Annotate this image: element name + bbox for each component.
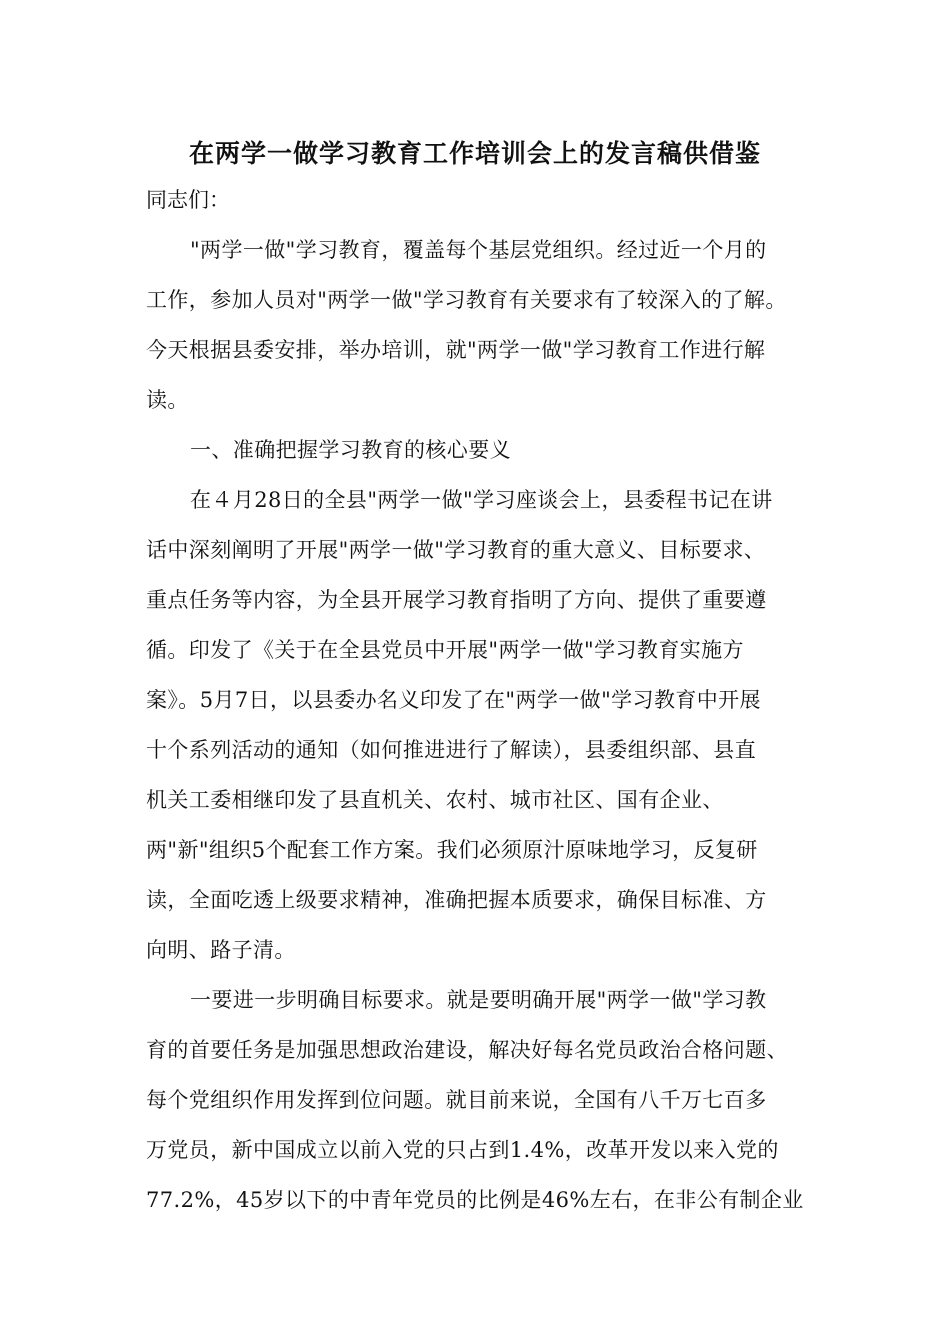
text-line: 育的首要任务是加强思想政治建设，解决好每名党员政治合格问题、 — [146, 1038, 788, 1062]
text-line: 一要进一步明确目标要求。就是要明确开展"两学一做"学习教 — [190, 988, 767, 1012]
text-line: 向明、路子清。 — [146, 938, 296, 962]
text-line: 77.2%，45岁以下的中青年党员的比例是46%左右，在非公有制企业 — [146, 1188, 804, 1212]
text-line: 重点任务等内容，为全县开展学习教育指明了方向、提供了重要遵 — [146, 588, 767, 612]
text-line: "两学一做"学习教育，覆盖每个基层党组织。经过近一个月的 — [190, 238, 767, 262]
section-heading: 一、准确把握学习教育的核心要义 — [190, 438, 511, 462]
document-title: 在两学一做学习教育工作培训会上的发言稿供借鉴 — [188, 139, 761, 168]
text-line: 循。印发了《关于在全县党员中开展"两学一做"学习教育实施方 — [146, 638, 744, 662]
text-line: 万党员，新中国成立以前入党的只占到1.4%，改革开发以来入党的 — [146, 1138, 779, 1162]
text-line: 十个系列活动的通知（如何推进进行了解读），县委组织部、县直 — [146, 738, 757, 762]
text-line: 话中深刻阐明了开展"两学一做"学习教育的重大意义、目标要求、 — [146, 538, 766, 562]
text-line: 工作，参加人员对"两学一做"学习教育有关要求有了较深入的了解。 — [146, 288, 787, 312]
text-line: 每个党组织作用发挥到位问题。就目前来说，全国有八千万七百多 — [146, 1088, 767, 1112]
text-line: 今天根据县委安排，举办培训，就"两学一做"学习教育工作进行解 — [146, 338, 766, 362]
text-line: 两"新"组织5个配套工作方案。我们必须原汁原味地学习，反复研 — [146, 838, 758, 862]
greeting: 同志们： — [146, 188, 230, 212]
text-line: 读。 — [146, 388, 189, 412]
text-line: 案》。5月7日，以县委办名义印发了在"两学一做"学习教育中开展 — [146, 688, 761, 712]
text-line: 在４月28日的全县"两学一做"学习座谈会上，县委程书记在讲 — [190, 488, 773, 512]
text-line: 读，全面吃透上级要求精神，准确把握本质要求，确保目标准、方 — [146, 888, 767, 912]
text-line: 机关工委相继印发了县直机关、农村、城市社区、国有企业、 — [146, 788, 724, 812]
